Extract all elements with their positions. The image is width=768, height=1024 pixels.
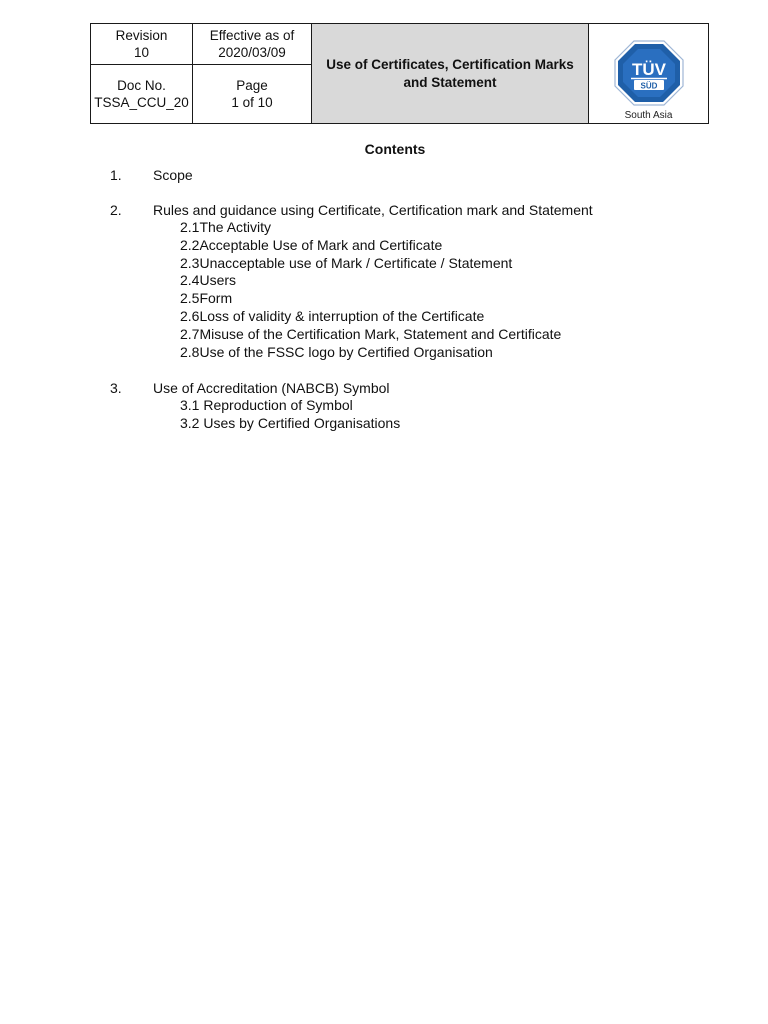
- effective-label: Effective as of: [209, 28, 295, 43]
- subsection-item: 3.1 Reproduction of Symbol: [180, 397, 353, 413]
- logo-mark-text: TÜV: [632, 60, 666, 79]
- effective-date-cell: [193, 24, 312, 65]
- subsection-item: 2.8Use of the FSSC logo by Certified Organisation: [180, 343, 493, 360]
- revision-value: 10: [133, 45, 150, 60]
- section-number: 1.: [110, 167, 122, 183]
- page-value: 1 of 10: [231, 95, 273, 110]
- subsection-item: 2.5Form: [180, 290, 233, 307]
- document-title: Use of Certificates, Certification Marks and Statement: [312, 24, 589, 124]
- section-title: Rules and guidance using Certificate, Certification mark and Statement: [153, 202, 593, 218]
- subsection-item: 3.2 Uses by Certified Organisations: [180, 414, 401, 431]
- subsection-item: 2.2Acceptable Use of Mark and Certificate: [180, 236, 443, 253]
- logo-sub-text: SÜD: [640, 81, 658, 91]
- subsection-item: 2.1The Activity: [180, 219, 272, 235]
- revision-label: Revision: [115, 28, 168, 43]
- docno-label: Doc No.: [117, 78, 166, 93]
- section-number: 3.: [110, 380, 122, 396]
- effective-value: 2020/03/09: [218, 45, 286, 60]
- contents-heading: Contents: [364, 141, 426, 157]
- subsection-item: 2.3Unacceptable use of Mark / Certificate / Statement: [180, 254, 513, 271]
- logo-cell: [589, 24, 709, 124]
- section-title: Use of Accreditation (NABCB) Symbol: [153, 380, 390, 396]
- subsection-list: [180, 219, 561, 361]
- subsection-item: 2.7Misuse of the Certification Mark, Statement and Certificate: [180, 325, 562, 342]
- document-header-table: [90, 23, 709, 124]
- docno-value: TSSA_CCU_20: [94, 95, 189, 110]
- section-title: Scope: [153, 167, 193, 183]
- subsection-item: 2.6Loss of validity & interruption of the Certificate: [180, 307, 485, 324]
- section-number: 2.: [110, 202, 122, 218]
- subsection-item: 2.4Users: [180, 272, 237, 289]
- revision-cell: [91, 24, 193, 65]
- logo-caption: South Asia: [624, 110, 673, 121]
- doc-number-cell: [91, 65, 193, 124]
- tuv-sud-logo-icon: [614, 40, 684, 106]
- page-cell: [193, 65, 312, 124]
- subsection-list: [180, 397, 400, 433]
- page-label: Page: [236, 78, 268, 93]
